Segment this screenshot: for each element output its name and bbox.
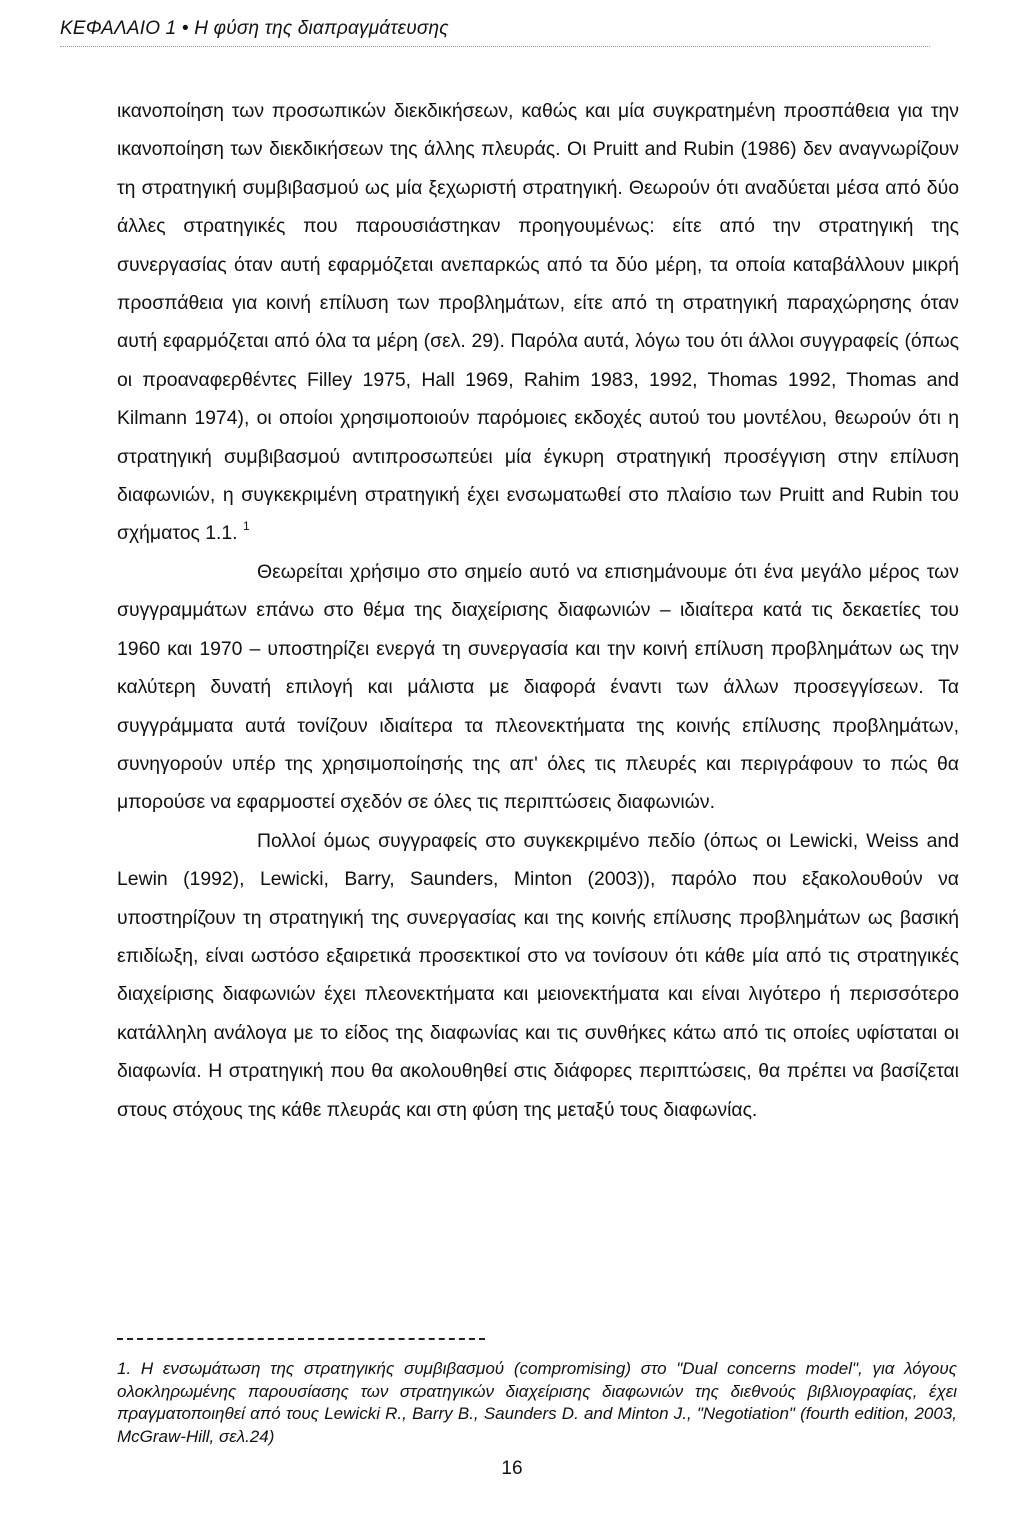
paragraph-1-text: ικανοποίηση των προσωπικών διεκδικήσεων, καθώς και μία συγκρατημένη προσπάθεια για την ικανοποίηση των διεκδικήσεων της άλλης πλευράς. Οι Pruitt and Rubin (1986) δεν αναγνωρίζουν τη στρατηγική συμβιβασμού ως μία ξεχωριστή στρατηγική. Θεωρούν ότι αναδύεται μέσα από δύο άλλες στρατηγικές που παρουσιάστηκαν προηγουμένως: είτε από την στρατηγική της συνεργασίας όταν αυτή εφαρμόζεται ανεπαρκώς από τα δύο μέρη, τα οποία καταβάλλουν μικρή προσπάθεια για κοινή επίλυση των προβλημάτων, είτε από τη στρατηγική παραχώρησης όταν αυτή εφαρμόζεται από όλα τα μέρη (σελ. 29). Παρόλα αυτά, λόγω του ότι άλλοι συγγραφείς (όπως οι προαναφερθέντες Filley 1975, Hall 1969, Rahim 1983, 1992, Thomas 1992, Thomas and Kilmann 1974), οι οποίοι χρησιμοποιούν παρόμοιες εκδοχές αυτού του μοντέλου, θεωρούν ότι η στρατηγική συμβιβασμού αντιπροσωπεύει μία έγκυρη στρατηγική προσέγγιση στην επίλυση διαφωνιών, η συγκεκριμένη στρατηγική έχει ενσωματωθεί στο πλαίσιο των Pruitt and Rubin του σχήματος 1.1. <box>117 100 959 545</box>
footnote-marker: 1 <box>242 519 250 534</box>
paragraph-1 <box>117 92 959 553</box>
paragraph-3: Πολλοί όμως συγγραφείς στο συγκεκριμένο πεδίο (όπως οι Lewicki, Weiss and Lewin (1992), Lewicki, Barry, Saunders, Minton (2003)), παρόλο που εξακολουθούν να υποστηρίζουν τη στρατηγική της συνεργασίας και της κοινής επίλυσης προβλημάτων ως βασική επιδίωξη, είναι ωστόσο εξαιρετικά προσεκτικοί στο να τονίσουν ότι κάθε μία από τις στρατηγικές διαχείρισης διαφωνιών έχει πλεονεκτήματα και μειονεκτήματα και είναι λιγότερο ή περισσότερο κατάλληλη ανάλογα με το είδος της διαφωνίας και τις συνθήκες κάτω από τις οποίες υφίσταται οι διαφωνία. Η στρατηγική που θα ακολουθηθεί στις διάφορες περιπτώσεις, θα πρέπει να βασίζεται στους στόχους της κάθε πλευράς και στη φύση της μεταξύ τους διαφωνίας. <box>117 829 959 1121</box>
running-header: ΚΕΦΑΛΑΙΟ 1 • Η φύση της διαπραγμάτευσης <box>60 18 449 39</box>
body-text <box>117 92 959 1129</box>
footnote-text: 1. Η ενσωμάτωση της στρατηγικής συμβιβασμού (compromising) στο "Dual concerns model", για λόγους ολοκληρωμένης παρουσίασης των στρατηγικών διαχείρισης διαφωνιών της διεθνούς βιβλιογραφίας, έχει πραγματοποιηθεί από τους Lewicki R., Barry B., Saunders D. and Minton J., "Negotiation" (fourth edition, 2003, McGraw-Hill, σελ.24) <box>117 1359 957 1446</box>
footnote <box>117 1358 957 1448</box>
page-number: 16 <box>501 1458 523 1479</box>
header-rule <box>60 46 930 47</box>
paragraph-2: Θεωρείται χρήσιμο στο σημείο αυτό να επισημάνουμε ότι ένα μεγάλο μέρος των συγγραμμάτων επάνω στο θέμα της διαχείρισης διαφωνιών – ιδιαίτερα κατά τις δεκαετίες του 1960 και 1970 – υποστηρίζει ενεργά τη συνεργασία και την κοινή επίλυση προβλημάτων ως την καλύτερη δυνατή επιλογή και μάλιστα με διαφορά έναντι των άλλων προσεγγίσεων. Τα συγγράμματα αυτά τονίζουν ιδιαίτερα τα πλεονεκτήματα της κοινής επίλυσης προβλημάτων, συνηγορούν υπέρ της χρησιμοποίησής της απ' όλες τις πλευρές και περιγράφουν το πώς θα μπορούσε να εφαρμοστεί σχεδόν σε όλες τις περιπτώσεις διαφωνιών. <box>117 560 959 814</box>
footnote-separator <box>117 1338 485 1340</box>
